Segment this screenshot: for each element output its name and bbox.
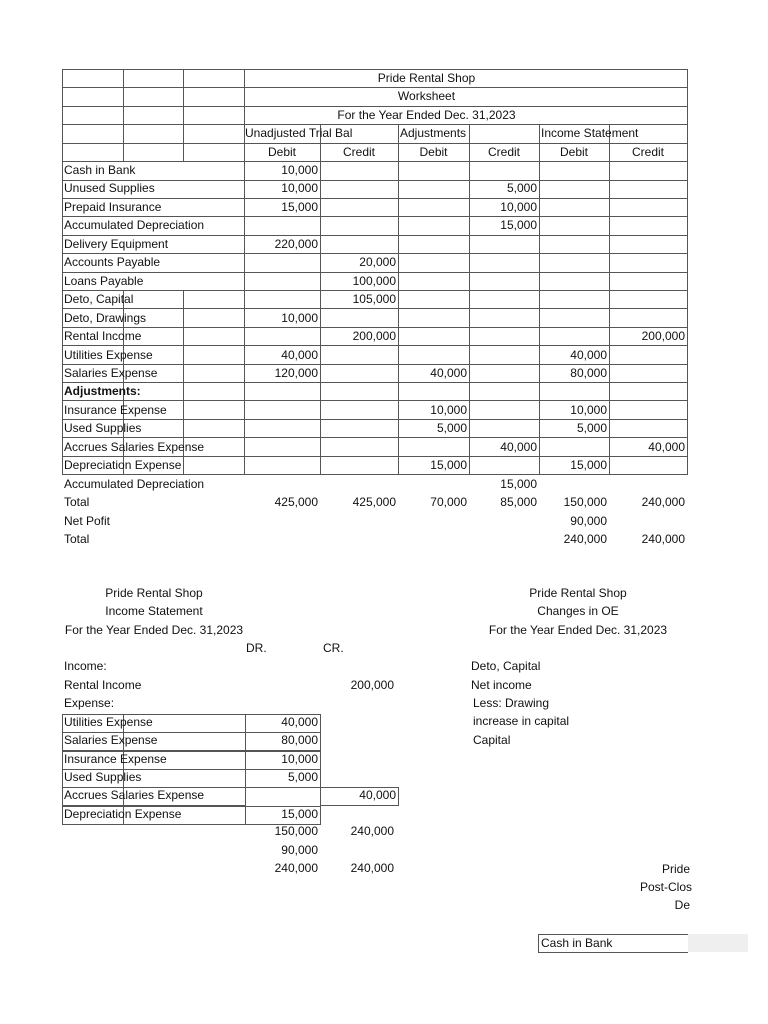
amount-is-dr: 5,000 (576, 421, 607, 435)
amount-adj-dr: 10,000 (430, 403, 467, 417)
amount-adj-cr: 10,000 (500, 200, 537, 214)
amount-utb-dr: 10,000 (281, 311, 318, 325)
footer-is-dr: 90,000 (570, 514, 607, 528)
amount-is-dr (539, 253, 607, 271)
amount-utb-dr (244, 216, 318, 234)
amount-is-dr (539, 235, 607, 253)
amount-is-dr (539, 327, 607, 345)
pc-selected-cell (688, 934, 748, 952)
amount-adj-cr (469, 309, 537, 327)
account-name: Accrues Salaries Expense (64, 440, 205, 454)
amount-adj-cr (469, 161, 537, 179)
amount-utb-dr (244, 419, 318, 437)
footer-adj-cr (469, 512, 537, 530)
amount-is-dr (539, 161, 607, 179)
amount-is-cr (609, 179, 685, 197)
amount-adj-dr (398, 216, 467, 234)
amount-adj-cr (469, 253, 537, 271)
amount-utb-dr (244, 438, 318, 456)
account-name: Accumulated Depreciation (64, 477, 205, 491)
amount-utb-cr (320, 382, 396, 400)
footer-utb-dr (244, 512, 318, 530)
amount-utb-dr: 120,000 (274, 366, 318, 380)
oe-line: Less: Drawing (473, 696, 550, 710)
amount-utb-dr: 10,000 (281, 163, 318, 177)
amount-utb-dr: 10,000 (281, 181, 318, 195)
is-total-dr: 240,000 (274, 861, 318, 875)
footer-label: Total (64, 532, 90, 546)
account-name: Used Supplies (64, 421, 142, 435)
footer-adj-dr (398, 530, 467, 548)
amount-is-dr (539, 179, 607, 197)
footer-utb-cr (320, 530, 396, 548)
amount-is-dr (539, 216, 607, 234)
amount-adj-cr: 15,000 (500, 477, 537, 491)
account-name: Insurance Expense (64, 403, 167, 417)
footer-label: Total (64, 495, 90, 509)
amount-utb-dr: 220,000 (274, 237, 318, 251)
amount-utb-dr (244, 475, 318, 493)
amount-utb-cr (320, 475, 396, 493)
amount-adj-dr: 15,000 (430, 458, 467, 472)
amount-adj-cr: 15,000 (500, 218, 537, 232)
amount-utb-cr (320, 235, 396, 253)
gridline (183, 419, 184, 437)
account-name: Loans Payable (64, 274, 144, 288)
amount-is-cr (609, 419, 685, 437)
amount-is-dr (539, 272, 607, 290)
header-debit-utb: Debit (267, 145, 296, 159)
amount-adj-cr (469, 290, 537, 308)
amount-adj-dr (398, 309, 467, 327)
account-name: Cash in Bank (64, 163, 136, 177)
gridline (183, 345, 184, 364)
amount-adj-dr (398, 272, 467, 290)
is-title: Pride Rental Shop (105, 586, 203, 600)
amount-is-dr (539, 198, 607, 216)
footer-is-dr: 150,000 (563, 495, 607, 509)
is-total-cr: 240,000 (350, 861, 394, 875)
amount-is-cr (609, 272, 685, 290)
footer-utb-cr: 425,000 (352, 495, 396, 509)
gridline (123, 69, 124, 161)
account-name: Utilities Expense (64, 348, 153, 362)
amount-is-cr (609, 253, 685, 271)
pc-cash-in-bank: Cash in Bank (541, 936, 613, 950)
amount-is-cr (609, 235, 685, 253)
gridline (183, 308, 184, 327)
expense-name: Insurance Expense (64, 752, 167, 766)
amount-adj-cr (469, 456, 537, 474)
oe-subtitle: Changes in OE (537, 604, 619, 618)
amount-is-cr (609, 309, 685, 327)
amount-utb-cr: 20,000 (359, 255, 396, 269)
amount-is-dr (539, 475, 607, 493)
amount-adj-dr (398, 346, 467, 364)
amount-utb-cr (320, 401, 396, 419)
amount-is-cr (609, 456, 685, 474)
amount-utb-dr (244, 401, 318, 419)
amount-is-dr: 40,000 (570, 348, 607, 362)
pc-period: De (674, 898, 690, 912)
gridline (687, 69, 688, 475)
worksheet-subtitle: Worksheet (397, 89, 456, 103)
amount-adj-cr (469, 346, 537, 364)
amount-is-dr (539, 382, 607, 400)
footer-adj-dr: 70,000 (430, 495, 467, 509)
footer-utb-dr: 425,000 (274, 495, 318, 509)
is-income-label: Income: (64, 659, 107, 673)
amount-utb-dr: 15,000 (281, 200, 318, 214)
amount-adj-cr: 40,000 (500, 440, 537, 454)
gridline (183, 364, 184, 382)
pc-subtitle: Post-Clos (639, 880, 692, 894)
amount-is-cr (609, 161, 685, 179)
account-name: Delivery Equipment (64, 237, 169, 251)
amount-utb-cr (320, 346, 396, 364)
footer-adj-dr (398, 512, 467, 530)
amount-adj-dr (398, 161, 467, 179)
expense-dr-value: 40,000 (281, 715, 318, 729)
account-name: Deto, Capital (64, 292, 134, 306)
amount-utb-cr: 105,000 (352, 292, 396, 306)
account-name: Accounts Payable (64, 255, 161, 269)
is-total-dr: 150,000 (274, 824, 318, 838)
amount-adj-dr (398, 475, 467, 493)
amount-adj-dr (398, 290, 467, 308)
header-debit-adj: Debit (419, 145, 448, 159)
amount-is-cr (609, 198, 685, 216)
expense-dr-value: 15,000 (281, 807, 318, 821)
gridline (183, 400, 184, 419)
amount-adj-dr (398, 198, 467, 216)
amount-utb-cr (320, 456, 396, 474)
account-name: Salaries Expense (64, 366, 158, 380)
header-credit-adj: Credit (487, 145, 520, 159)
amount-utb-cr (320, 216, 396, 234)
amount-utb-cr (320, 419, 396, 437)
expense-name: Used Supplies (64, 770, 142, 784)
amount-adj-dr (398, 235, 467, 253)
amount-adj-cr (469, 272, 537, 290)
account-name: Unused Supplies (64, 181, 155, 195)
expense-dr-value: 80,000 (281, 733, 318, 747)
account-name: Depreciation Expense (64, 458, 182, 472)
footer-adj-cr: 85,000 (500, 495, 537, 509)
pc-cash-cell (538, 934, 688, 953)
worksheet-period: For the Year Ended Dec. 31,2023 (337, 108, 516, 122)
is-rental-income-label: Rental Income (64, 678, 142, 692)
header-adjustments: Adjustments (400, 126, 467, 140)
amount-utb-cr (320, 198, 396, 216)
oe-period: For the Year Ended Dec. 31,2023 (488, 623, 668, 637)
header-income-statement: Income Statement (541, 126, 639, 140)
header-credit-utb: Credit (342, 145, 375, 159)
gridline (183, 456, 184, 474)
amount-adj-cr (469, 364, 537, 382)
amount-utb-cr (320, 438, 396, 456)
account-name: Prepaid Insurance (64, 200, 162, 214)
amount-is-dr (539, 438, 607, 456)
footer-label: Net Pofit (64, 514, 111, 528)
footer-adj-cr (469, 530, 537, 548)
is-total-cr: 240,000 (350, 824, 394, 838)
amount-adj-dr (398, 179, 467, 197)
expense-cr-value: 40,000 (359, 788, 396, 802)
amount-is-cr (609, 364, 685, 382)
footer-is-cr: 240,000 (641, 532, 685, 546)
amount-is-dr: 80,000 (570, 366, 607, 380)
amount-is-dr (539, 290, 607, 308)
is-period: For the Year Ended Dec. 31,2023 (64, 623, 244, 637)
amount-is-cr (609, 382, 685, 400)
gridline (183, 69, 184, 161)
amount-adj-dr (398, 327, 467, 345)
is-total-dr: 90,000 (281, 843, 318, 857)
amount-utb-cr (320, 179, 396, 197)
amount-utb-cr: 100,000 (352, 274, 396, 288)
header-credit-is: Credit (631, 145, 664, 159)
expense-name: Accrues Salaries Expense (64, 788, 205, 802)
amount-utb-dr (244, 456, 318, 474)
amount-is-cr (609, 475, 685, 493)
amount-is-cr (609, 216, 685, 234)
expense-name: Depreciation Expense (64, 807, 182, 821)
amount-adj-dr (398, 253, 467, 271)
expense-dr-value: 5,000 (287, 770, 318, 784)
worksheet-title: Pride Rental Shop (377, 71, 476, 85)
amount-utb-cr (320, 364, 396, 382)
account-name: Deto, Drawings (64, 311, 147, 325)
gridline (183, 327, 184, 345)
footer-is-cr: 240,000 (641, 495, 685, 509)
amount-adj-cr (469, 419, 537, 437)
amount-is-dr: 15,000 (570, 458, 607, 472)
account-name: Accumulated Depreciation (64, 218, 205, 232)
amount-is-cr: 200,000 (641, 329, 685, 343)
header-debit-is: Debit (559, 145, 588, 159)
oe-line: Capital (473, 733, 511, 747)
is-rental-income-value: 200,000 (350, 678, 394, 692)
amount-adj-dr (398, 382, 467, 400)
is-subtitle: Income Statement (105, 604, 203, 618)
gridline (183, 290, 184, 308)
amount-utb-dr (244, 272, 318, 290)
footer-utb-cr (320, 512, 396, 530)
amount-adj-dr: 40,000 (430, 366, 467, 380)
oe-line: Deto, Capital (471, 659, 541, 673)
amount-adj-cr (469, 327, 537, 345)
post-closing-header-clip (600, 860, 692, 900)
footer-is-dr: 240,000 (563, 532, 607, 546)
account-name: Adjustments: (64, 384, 141, 398)
amount-is-cr (609, 346, 685, 364)
header-unadjusted-trial-balance: Unadjusted Trial Bal (245, 126, 353, 140)
amount-utb-cr (320, 161, 396, 179)
amount-utb-cr: 200,000 (352, 329, 396, 343)
account-name: Rental Income (64, 329, 142, 343)
oe-line: increase in capital (473, 714, 570, 728)
is-dr-header: DR. (246, 641, 267, 655)
post-closing-period-clip (600, 896, 688, 916)
gridline (62, 69, 63, 475)
gridline (183, 382, 184, 400)
amount-is-dr (539, 309, 607, 327)
is-cr-header: CR. (323, 641, 344, 655)
amount-utb-dr (244, 253, 318, 271)
amount-is-cr: 40,000 (648, 440, 685, 454)
amount-is-cr (609, 401, 685, 419)
amount-adj-dr (398, 438, 467, 456)
amount-adj-cr (469, 382, 537, 400)
expense-name: Salaries Expense (64, 733, 158, 747)
amount-utb-dr (244, 382, 318, 400)
oe-line: Net income (471, 678, 532, 692)
pc-title: Pride (661, 862, 690, 876)
amount-utb-dr (244, 290, 318, 308)
expense-name: Utilities Expense (64, 715, 153, 729)
amount-adj-cr: 5,000 (506, 181, 537, 195)
amount-adj-cr (469, 401, 537, 419)
amount-adj-cr (469, 235, 537, 253)
amount-utb-dr: 40,000 (281, 348, 318, 362)
footer-is-cr (609, 512, 685, 530)
expense-dr-value: 10,000 (281, 752, 318, 766)
amount-adj-dr: 5,000 (436, 421, 467, 435)
amount-utb-cr (320, 309, 396, 327)
amount-utb-dr (244, 327, 318, 345)
amount-is-dr: 10,000 (570, 403, 607, 417)
amount-is-cr (609, 290, 685, 308)
is-expense-label: Expense: (64, 696, 115, 710)
footer-utb-dr (244, 530, 318, 548)
oe-title: Pride Rental Shop (529, 586, 627, 600)
